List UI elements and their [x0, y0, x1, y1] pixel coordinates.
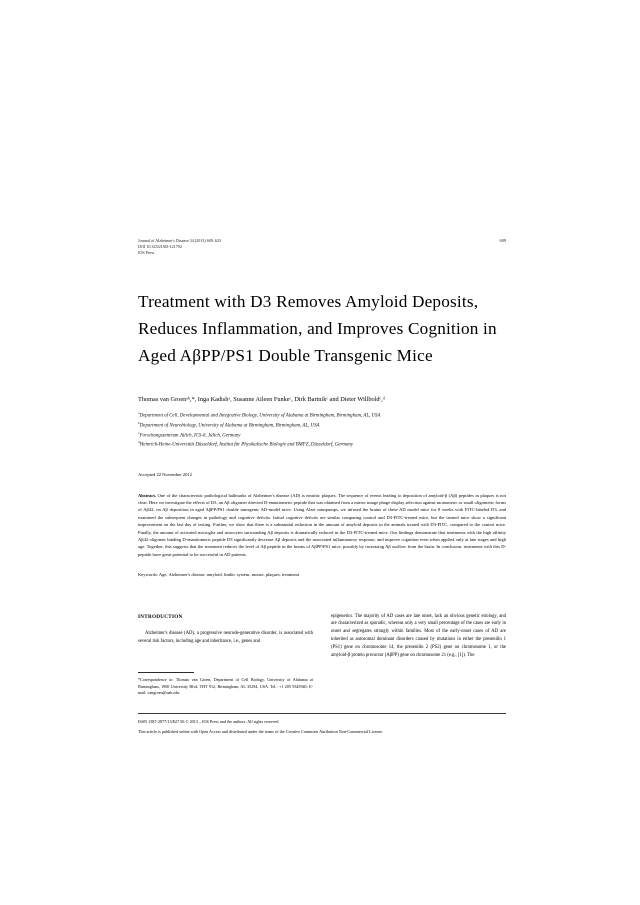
affiliation-item — [138, 440, 506, 450]
affiliation-text: Department of Neurobiology, University of Alabama at Birmingham, Birmingham, AL, USA — [139, 423, 320, 429]
journal-doi: DOI 10.3233/JAD-121792 — [138, 243, 182, 249]
journal-publisher: IOS Press — [138, 249, 155, 255]
journal-citation: Journal of Alzheimer's Disease 34 (2013) 609–623 — [138, 238, 222, 243]
abstract-label: Abstract. — [138, 492, 157, 498]
body-paragraph: epigenetics. The majority of AD cases are late onset, lack an obvious genetic etiology, and are characterized as sporadic, whereas only a very small percentage of the cases are early in onset and segregates strongly within families. Most of the early-onset cases of AD are inherited as autosomal dominant disorders caused by mutations in either the presenilin 1 (PS1) gene on chromosome 14, the presenilin 2 (PS2) gene on chromosome 1, or the amyloid-β protein precursor (AβPP) gene on chromosome 21 (e.g., [1]). The — [331, 613, 506, 658]
affiliation-marker: a — [138, 411, 140, 416]
correspondence-footnote: *Correspondence to: Thomas van Groen, Department of Cell Biology, University of Alabama at Birmingham, 1900 University Blvd, THT 912, Birmingham, AL 35294, USA. Tel.: +1 205 9345940; E-mail: vangroen@uab.edu. — [138, 677, 313, 696]
page-title: Treatment with D3 Removes Amyloid Deposits, Reduces Inflammation, and Improves Cognition in Aged AβPP/PS1 Double Transgenic Mice — [138, 292, 497, 365]
column-right — [331, 613, 506, 697]
two-column-body — [138, 613, 506, 697]
running-head — [138, 238, 506, 255]
issn-line: ISSN 1387-2877/13/$27.50 © 2013 – IOS Press and the authors. All rights reserved — [138, 719, 279, 724]
affiliation-list — [138, 411, 506, 449]
keywords-label: Keywords: — [138, 572, 158, 578]
legal-divider — [138, 713, 506, 714]
affiliation-text: Department of Cell, Developmental and Integrative Biology, University of Alabama at Birmingham, Birmingham, AL, USA — [139, 414, 381, 420]
column-left — [138, 613, 313, 697]
abstract — [138, 492, 506, 559]
affiliation-marker: c — [138, 430, 140, 435]
open-access-line: This article is published online with Open Access and distributed under the terms of the Creative Commons Attribution Non-Commercial License. — [138, 729, 384, 735]
affiliation-marker: b — [138, 421, 140, 426]
page-number: 609 — [499, 238, 506, 243]
affiliation-text: Forschungszentrum Jülich, ICS-6, Jülich, Germany — [139, 433, 241, 439]
affiliation-item — [138, 421, 506, 431]
page-content — [138, 238, 506, 697]
footnote-divider — [138, 672, 194, 673]
accepted-date: Accepted 22 November 2012 — [138, 471, 192, 477]
section-heading-introduction: INTRODUCTION — [138, 613, 183, 620]
abstract-text: One of the characteristic pathological hallmarks of Alzheimer's disease (AD) is neuritic plaques. The sequence of events leading to deposition of amyloid-β (Aβ) peptides in plaques is not clear. Here we investigate the effects of D3, an Aβ oligomer directed D-enantiomeric peptide that was obtained from a mirror image phage display selection against monomeric or small oligomeric forms of Aβ42, on Aβ deposition in aged AβPP/PS1 double transgenic AD-model mice. Using Alzet minipumps, we infused the brains of these AD model mice for 8 weeks with FITC-labeled D3, and examined the subsequent changes in pathology and cognitive deficits. Initial cognitive deficits are similar comparing control and D3-FITC-treated mice, but the treated mice show a significant improvement on the last day of testing. Further, we show that there is a substantial reduction in the amount of amyloid deposits in the animals treated with D3-FITC, compared to the control mice. Finally, the amount of activated microglia and astrocytes surrounding Aβ deposits is dramatically reduced in the D3-FITC-treated mice. Our findings demonstrate that treatments with the high affinity Aβ42 oligomer binding D-enantiomeric peptide D3 significantly decrease Aβ deposits and the associated inflammatory response, and improve cognition even when applied only at late stages and high age. Together, this suggests that the treatment reduces the level of Aβ peptide in the brains of AβPP/PS1 mice, possibly by increasing Aβ outflow from the brain. In conclusion, treatments with this D-peptide have great potential to be successful in AD patients. — [138, 492, 507, 557]
affiliation-marker: d — [138, 440, 140, 445]
legal-block — [138, 713, 506, 736]
author-list: Thomas van Groenᵃᵇ,*, Inga Kadishᵃ, Susanne Aileen Funkeᶜ, Dirk Bartnikᶜ and Dieter Willboldᶜ,ᵈ — [138, 396, 385, 404]
affiliation-text: Heinrich-Heine-Universität Düsseldorf, Institut für Physikalische Biologie and BMFZ, Düsseldorf, Germany — [139, 442, 354, 448]
body-paragraph: Alzheimer's disease (AD), a progressive neurode-generative disorder, is associated with several risk factors, including age and inheritance, i.e., genes and — [138, 631, 313, 645]
affiliation-item — [138, 431, 506, 441]
keywords — [138, 571, 506, 578]
keywords-text: Age, Alzheimer's disease, amyloid, limbic system, mouse, plaques, treatment — [158, 572, 300, 578]
affiliation-item — [138, 411, 506, 421]
